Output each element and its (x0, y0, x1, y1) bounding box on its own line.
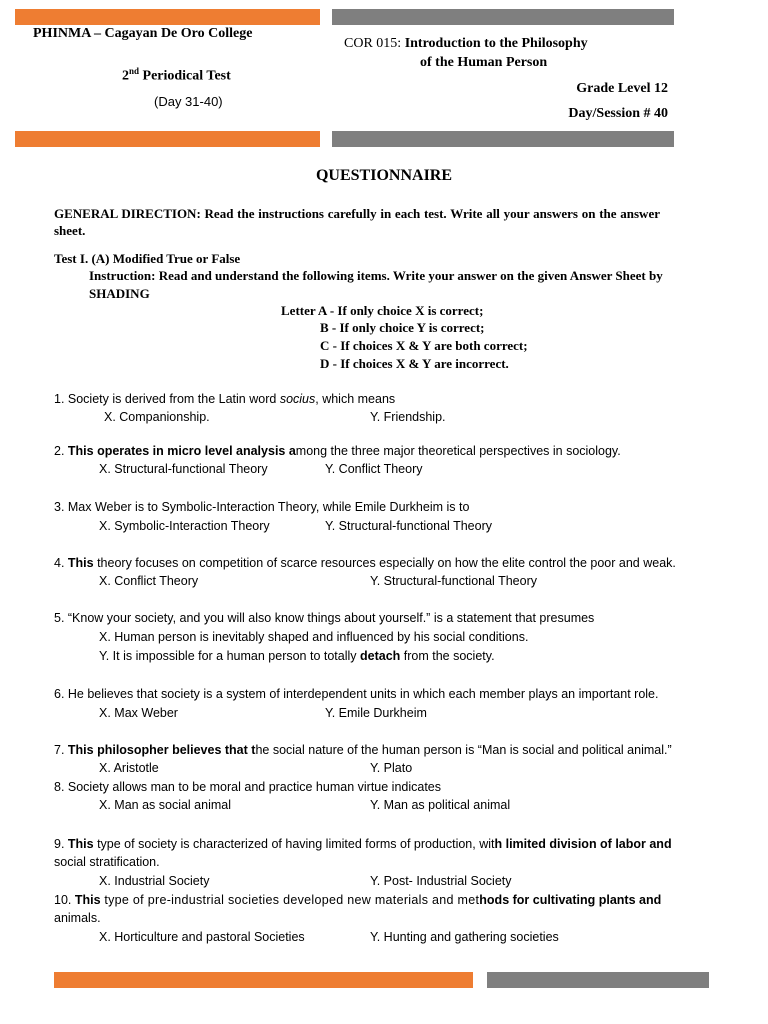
question-2-choice-y: Y. Conflict Theory (325, 462, 423, 476)
question-3-choice-y: Y. Structural-functional Theory (325, 519, 492, 533)
question-10-mid: type of pre-industrial societies developed new materials and met (100, 893, 480, 907)
question-2-post: mong the three major theoretical perspectives in sociology. (295, 444, 621, 458)
legend-d: D - If choices X & Y are incorrect. (320, 356, 509, 371)
course-title-1: Introduction to the Philosophy (404, 36, 588, 51)
question-4 (54, 556, 676, 570)
test-title (122, 66, 231, 85)
test1-heading: Test I. (A) Modified True or False (54, 251, 241, 266)
question-1-choice-x: X. Companionship. (104, 410, 210, 424)
question-5-choice-y-pre: Y. It is impossible for a human person to totally (99, 649, 361, 663)
question-7-num: 7. (54, 743, 68, 757)
legend-a: Letter A - If only choice X is correct; (281, 303, 484, 318)
question-6-choice-x: X. Max Weber (99, 706, 178, 720)
question-5-choice-x: X. Human person is inevitably shaped and influenced by his social conditions. (99, 630, 529, 644)
question-7-choice-y: Y. Plato (370, 761, 413, 775)
question-4-choice-y: Y. Structural-functional Theory (370, 574, 537, 588)
question-9-num: 9. (54, 837, 68, 851)
header-bar-orange-bottom (15, 131, 320, 147)
test1-instruction-1: Instruction: Read and understand the following items. Write your answer on the given Answer Sheet by (89, 268, 663, 283)
question-7-choice-x: X. Aristotle (99, 761, 159, 775)
question-2 (54, 444, 621, 458)
question-1 (54, 392, 395, 406)
question-7-post: he social nature of the human person is “Man is social and political animal.” (255, 743, 672, 757)
question-1-italic: socius (279, 392, 316, 406)
question-4-num: 4. (54, 556, 68, 570)
header-bar-orange-top (15, 9, 320, 25)
test1-instruction-2: SHADING (89, 286, 150, 301)
question-1-post: , which means (315, 392, 396, 406)
question-9-choice-x: X. Industrial Society (99, 874, 210, 888)
course-title-2: of the Human Person (420, 55, 548, 70)
legend-c: C - If choices X & Y are both correct; (320, 338, 528, 353)
general-direction-line-2: sheet. (54, 223, 86, 238)
question-4-choice-x: X. Conflict Theory (99, 574, 199, 588)
question-3: 3. Max Weber is to Symbolic-Interaction Theory, while Emile Durkheim is to (54, 500, 470, 514)
header-bar-gray-top (332, 9, 674, 25)
test-ordinal-suffix: nd (129, 66, 140, 76)
question-8-choice-x: X. Man as social animal (99, 798, 232, 812)
general-direction-text: Read the instructions carefully in each test. Write all your answers on the answer (200, 206, 660, 221)
question-7-bold: This philosopher believes that t (67, 743, 256, 757)
question-3-choice-x: X. Symbolic-Interaction Theory (99, 519, 270, 533)
test-name: Periodical Test (142, 68, 231, 84)
question-4-post: theory focuses on competition of scarce resources especially on how the elite control the poor and weak. (93, 556, 676, 570)
question-9-line-2: social stratification. (54, 855, 160, 869)
question-6-choice-y: Y. Emile Durkheim (325, 706, 427, 720)
question-9-mid: type of society is characterized of having limited forms of production, wit (93, 837, 495, 851)
grade-level: Grade Level 12 (576, 81, 668, 96)
question-2-choice-x: X. Structural-functional Theory (99, 462, 268, 476)
question-5-choice-y (99, 649, 495, 663)
footer-bar-orange (54, 972, 473, 988)
college-name: PHINMA – Cagayan De Oro College (33, 26, 253, 41)
question-5-choice-y-bold: detach (360, 649, 401, 663)
general-direction-label: GENERAL DIRECTION: (54, 206, 201, 221)
question-5-choice-y-post: from the society. (400, 649, 495, 663)
question-4-bold: This (67, 556, 94, 570)
question-9 (54, 837, 672, 851)
question-10-line-2: animals. (54, 911, 101, 925)
question-10-choice-x: X. Horticulture and pastoral Societies (99, 930, 305, 944)
question-10 (54, 893, 661, 907)
page-title: QUESTIONNAIRE (315, 167, 453, 184)
header-bar-gray-bottom (332, 131, 674, 147)
day-session: Day/Session # 40 (568, 106, 668, 121)
question-9-bold-2: h limited division of labor and (494, 837, 672, 851)
question-2-num: 2. (54, 444, 68, 458)
course-line-1 (344, 36, 588, 52)
test-ordinal: 2 (122, 68, 129, 84)
question-8-choice-y: Y. Man as political animal (370, 798, 511, 812)
question-1-choice-y: Y. Friendship. (370, 410, 446, 424)
question-7 (54, 743, 672, 757)
question-6: 6. He believes that society is a system of interdependent units in which each member plays an important role. (54, 687, 659, 701)
question-10-bold-1: This (74, 893, 101, 907)
test-days: (Day 31-40) (154, 94, 223, 109)
general-direction-line-1 (54, 206, 660, 222)
question-2-bold: This operates in micro level analysis a (67, 444, 296, 458)
question-8: 8. Society allows man to be moral and practice human virtue indicates (54, 780, 441, 794)
question-10-num: 10. (54, 893, 75, 907)
course-code: COR 015: (344, 36, 402, 51)
question-10-bold-2: hods for cultivating plants and (479, 893, 662, 907)
legend-b: B - If only choice Y is correct; (320, 320, 485, 335)
question-5: 5. “Know your society, and you will also know things about yourself.” is a statement that presumes (54, 611, 595, 625)
question-1-pre: 1. Society is derived from the Latin word (54, 392, 280, 406)
question-10-choice-y: Y. Hunting and gathering societies (370, 930, 559, 944)
question-9-choice-y: Y. Post- Industrial Society (370, 874, 512, 888)
footer-bar-gray (487, 972, 709, 988)
question-9-bold-1: This (67, 837, 94, 851)
